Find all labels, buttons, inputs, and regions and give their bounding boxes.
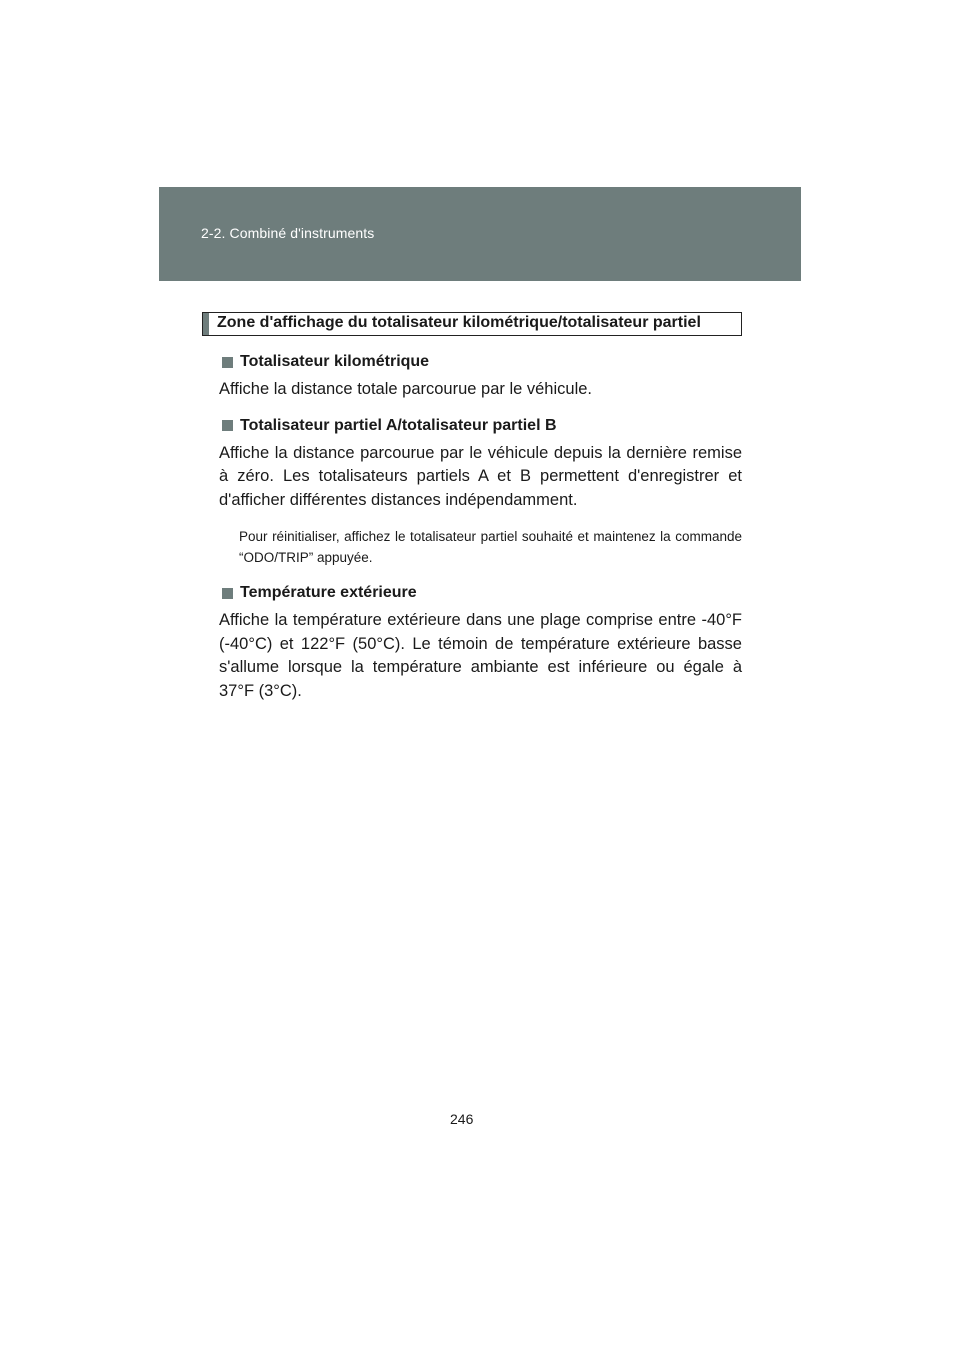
subsection-odometer xyxy=(222,353,742,371)
subsection-body: Affiche la température extérieure dans une plage comprise entre -40°F (-40°C) et 122°F (50°C). Le témoin de température extérieure basse s'allume lorsque la température ambiante est inférieure ou égale à 37°F (3°C). xyxy=(219,611,742,700)
section-heading-accent xyxy=(203,313,209,335)
subsection-outside-temperature xyxy=(222,584,742,602)
page-number: 246 xyxy=(450,1111,474,1127)
reset-note: Pour réinitialiser, affichez le totalisateur partiel souhaité et maintenez la commande “ODO/TRIP” appuyée. xyxy=(239,529,742,565)
subsection-title: Température extérieure xyxy=(240,584,417,601)
subsection-title: Totalisateur partiel A/totalisateur partiel B xyxy=(240,416,557,434)
square-bullet-icon xyxy=(222,420,233,431)
subsection-trip-meter xyxy=(222,417,742,435)
section-heading-box xyxy=(202,312,742,336)
square-bullet-icon xyxy=(222,357,233,368)
chapter-title: 2-2. Combiné d'instruments xyxy=(201,225,375,241)
page-content xyxy=(202,312,742,703)
subsection-body: Affiche la distance totale parcourue par le véhicule. xyxy=(219,380,593,398)
section-heading: Zone d'affichage du totalisateur kilométrique/totalisateur partiel xyxy=(217,314,701,331)
subsection-title: Totalisateur kilométrique xyxy=(240,353,430,370)
subsection-body: Affiche la distance parcourue par le véhicule depuis la dernière remise à zéro. Les totalisateurs partiels A et B permettent d'enregistrer et d'afficher différentes distances indépendamment. xyxy=(219,443,742,509)
chapter-header-band xyxy=(159,187,801,281)
square-bullet-icon xyxy=(222,588,233,599)
